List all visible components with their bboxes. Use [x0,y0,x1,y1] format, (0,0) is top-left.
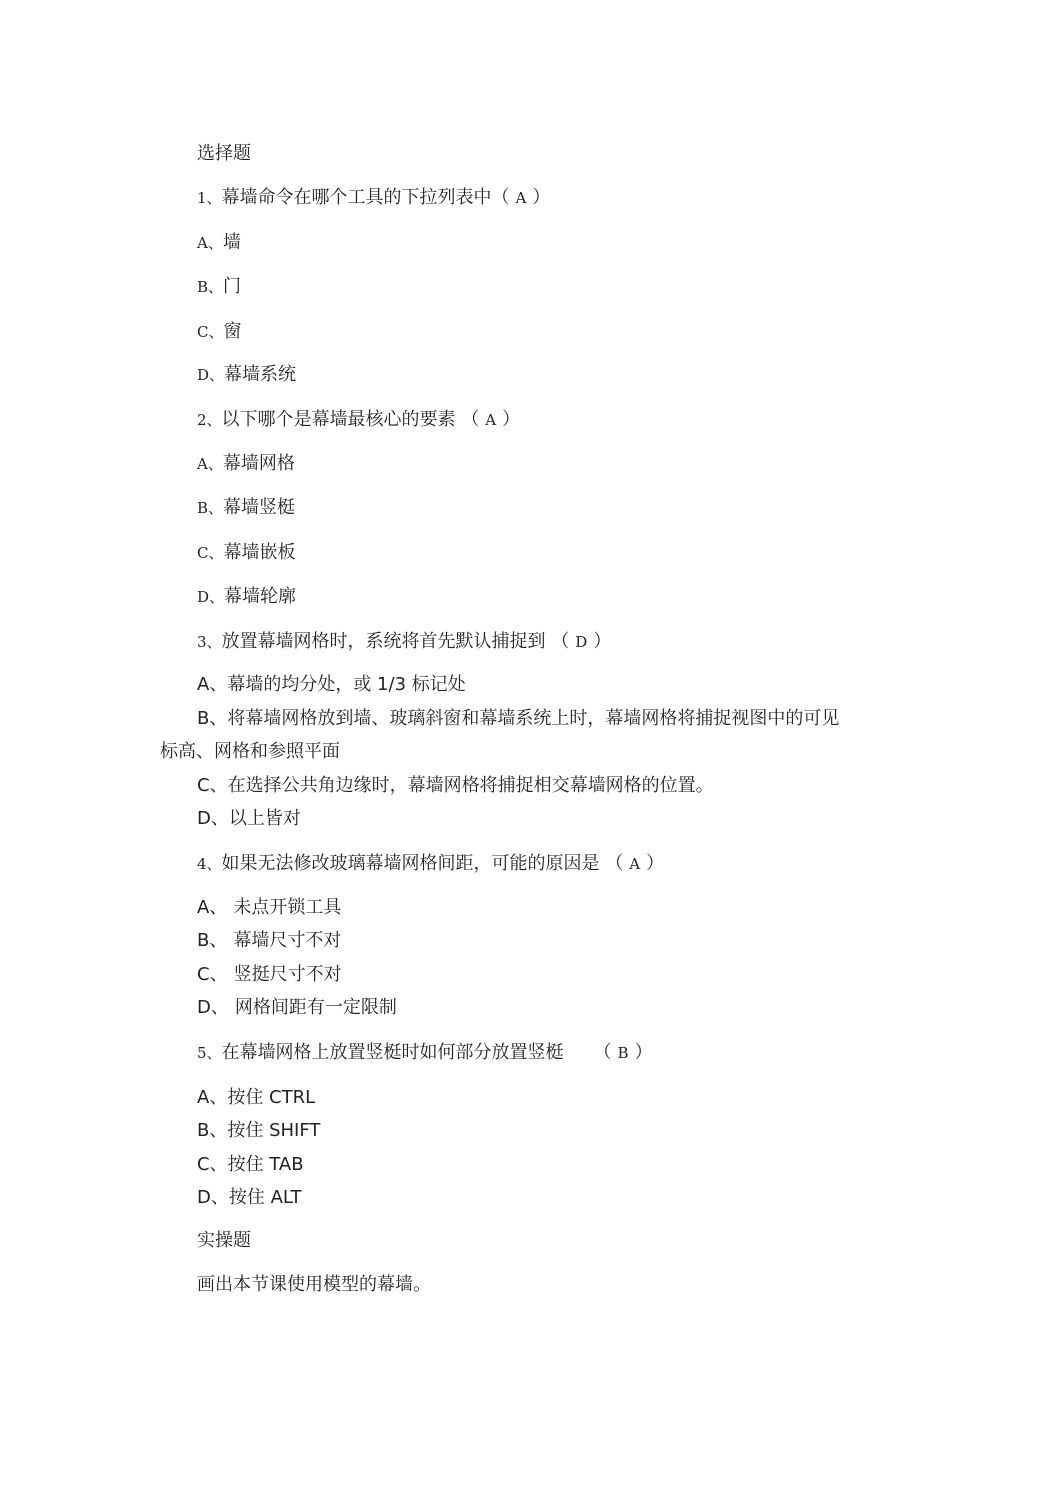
question-5-number: 5、 [197,1044,222,1062]
question-1-option-b [197,275,241,299]
option-letter: A、 [197,234,223,252]
question-3-text: 放置幕墙网格时，系统将首先默认捕捉到 （ [221,631,570,652]
option-text: 标高、网格和参照平面 [160,741,340,762]
question-3 [197,630,611,654]
question-5-text: 在幕墙网格上放置竖梃时如何部分放置竖梃 [221,1042,564,1063]
practice-task: 画出本节课使用模型的幕墙。 [197,1274,431,1295]
option-text: 在选择公共角边缘时，幕墙网格将捕捉相交幕墙网格的位置。 [227,775,714,796]
option-text: 幕墙系统 [224,364,297,385]
question-3-option-b-continued [160,740,340,764]
option-text: 门 [223,276,242,297]
option-text: 墙 [222,232,241,253]
question-3-option-c [197,774,714,798]
question-2-option-a [197,452,295,476]
option-text: 幕墙竖梃 [223,497,296,518]
option-letter: D、 [197,588,225,606]
section-title-practice: 实操题 [197,1230,251,1251]
question-1-number: 1、 [197,189,222,207]
question-3-option-d [197,807,301,831]
question-1-option-a [197,231,241,255]
option-text: 网格间距有一定限制 [234,997,397,1018]
question-5-option-a [197,1086,315,1110]
question-4-close: ） [646,853,665,874]
question-4-option-b [197,929,341,953]
question-1-text: 幕墙命令在哪个工具的下拉列表中（ [221,187,510,208]
question-1 [197,186,550,210]
option-letter: D、 [197,808,229,829]
question-1-option-c [197,320,241,344]
option-letter: D、 [197,997,229,1018]
question-3-option-a [197,673,466,697]
question-3-number: 3、 [197,633,222,651]
option-text: 幕墙嵌板 [223,542,296,563]
question-3-close: ） [593,631,612,652]
question-2-option-c [197,541,295,565]
question-2-close: ） [502,409,521,430]
option-letter: B、 [197,278,224,296]
question-1-option-d [197,363,296,387]
option-letter: B、 [197,499,224,517]
question-5-open: （ [593,1042,612,1063]
option-letter: B、 [197,708,228,729]
option-text: 幕墙的均分处，或 1/3 标记处 [227,674,466,695]
question-4-option-d [197,996,397,1020]
option-letter: A、 [197,897,228,918]
option-letter: C、 [197,775,228,796]
option-text: 按住 ALT [228,1187,302,1208]
option-letter: A、 [197,455,223,473]
question-1-close: ） [532,187,551,208]
question-2-number: 2、 [197,411,222,429]
question-5-close: ） [634,1042,653,1063]
question-5-option-b [197,1119,320,1143]
question-4 [197,852,664,876]
question-4-option-a [197,896,341,920]
option-letter: D、 [197,1187,229,1208]
question-2-text: 以下哪个是幕墙最核心的要素 （ [221,409,480,430]
option-letter: C、 [197,964,228,985]
option-text: 按住 CTRL [227,1087,316,1108]
option-letter: C、 [197,544,224,562]
option-text: 未点开锁工具 [233,897,342,918]
question-2 [197,408,520,432]
option-letter: B、 [197,930,228,951]
option-letter: A、 [197,1087,228,1108]
question-1-answer: A [515,189,527,207]
question-5-option-c [197,1153,304,1177]
question-3-option-b [197,707,839,731]
question-5-answer: B [617,1044,629,1062]
option-text: 窗 [223,321,242,342]
option-letter: C、 [197,1154,228,1175]
option-text: 幕墙尺寸不对 [233,930,342,951]
option-text: 以上皆对 [228,808,301,829]
question-5-option-d [197,1186,301,1210]
option-text: 按住 SHIFT [227,1120,321,1141]
question-4-text: 如果无法修改玻璃幕墙网格间距，可能的原因是 （ [221,853,624,874]
question-3-answer: D [575,633,588,651]
question-4-option-c [197,963,342,987]
question-5 [197,1041,653,1065]
section-title-choice: 选择题 [197,143,251,164]
option-letter: C、 [197,323,224,341]
option-text: 将幕墙网格放到墙、玻璃斜窗和幕墙系统上时，幕墙网格将捕捉视图中的可见 [227,708,840,729]
option-text: 幕墙轮廓 [224,586,297,607]
option-text: 幕墙网格 [222,453,295,474]
option-text: 按住 TAB [227,1154,304,1175]
question-2-answer: A [485,411,497,429]
option-letter: B、 [197,1120,228,1141]
question-2-option-d [197,585,296,609]
option-letter: D、 [197,366,225,384]
question-4-number: 4、 [197,855,222,873]
question-4-answer: A [629,855,641,873]
question-2-option-b [197,496,295,520]
option-letter: A、 [197,674,228,695]
option-text: 竖挺尺寸不对 [233,964,342,985]
